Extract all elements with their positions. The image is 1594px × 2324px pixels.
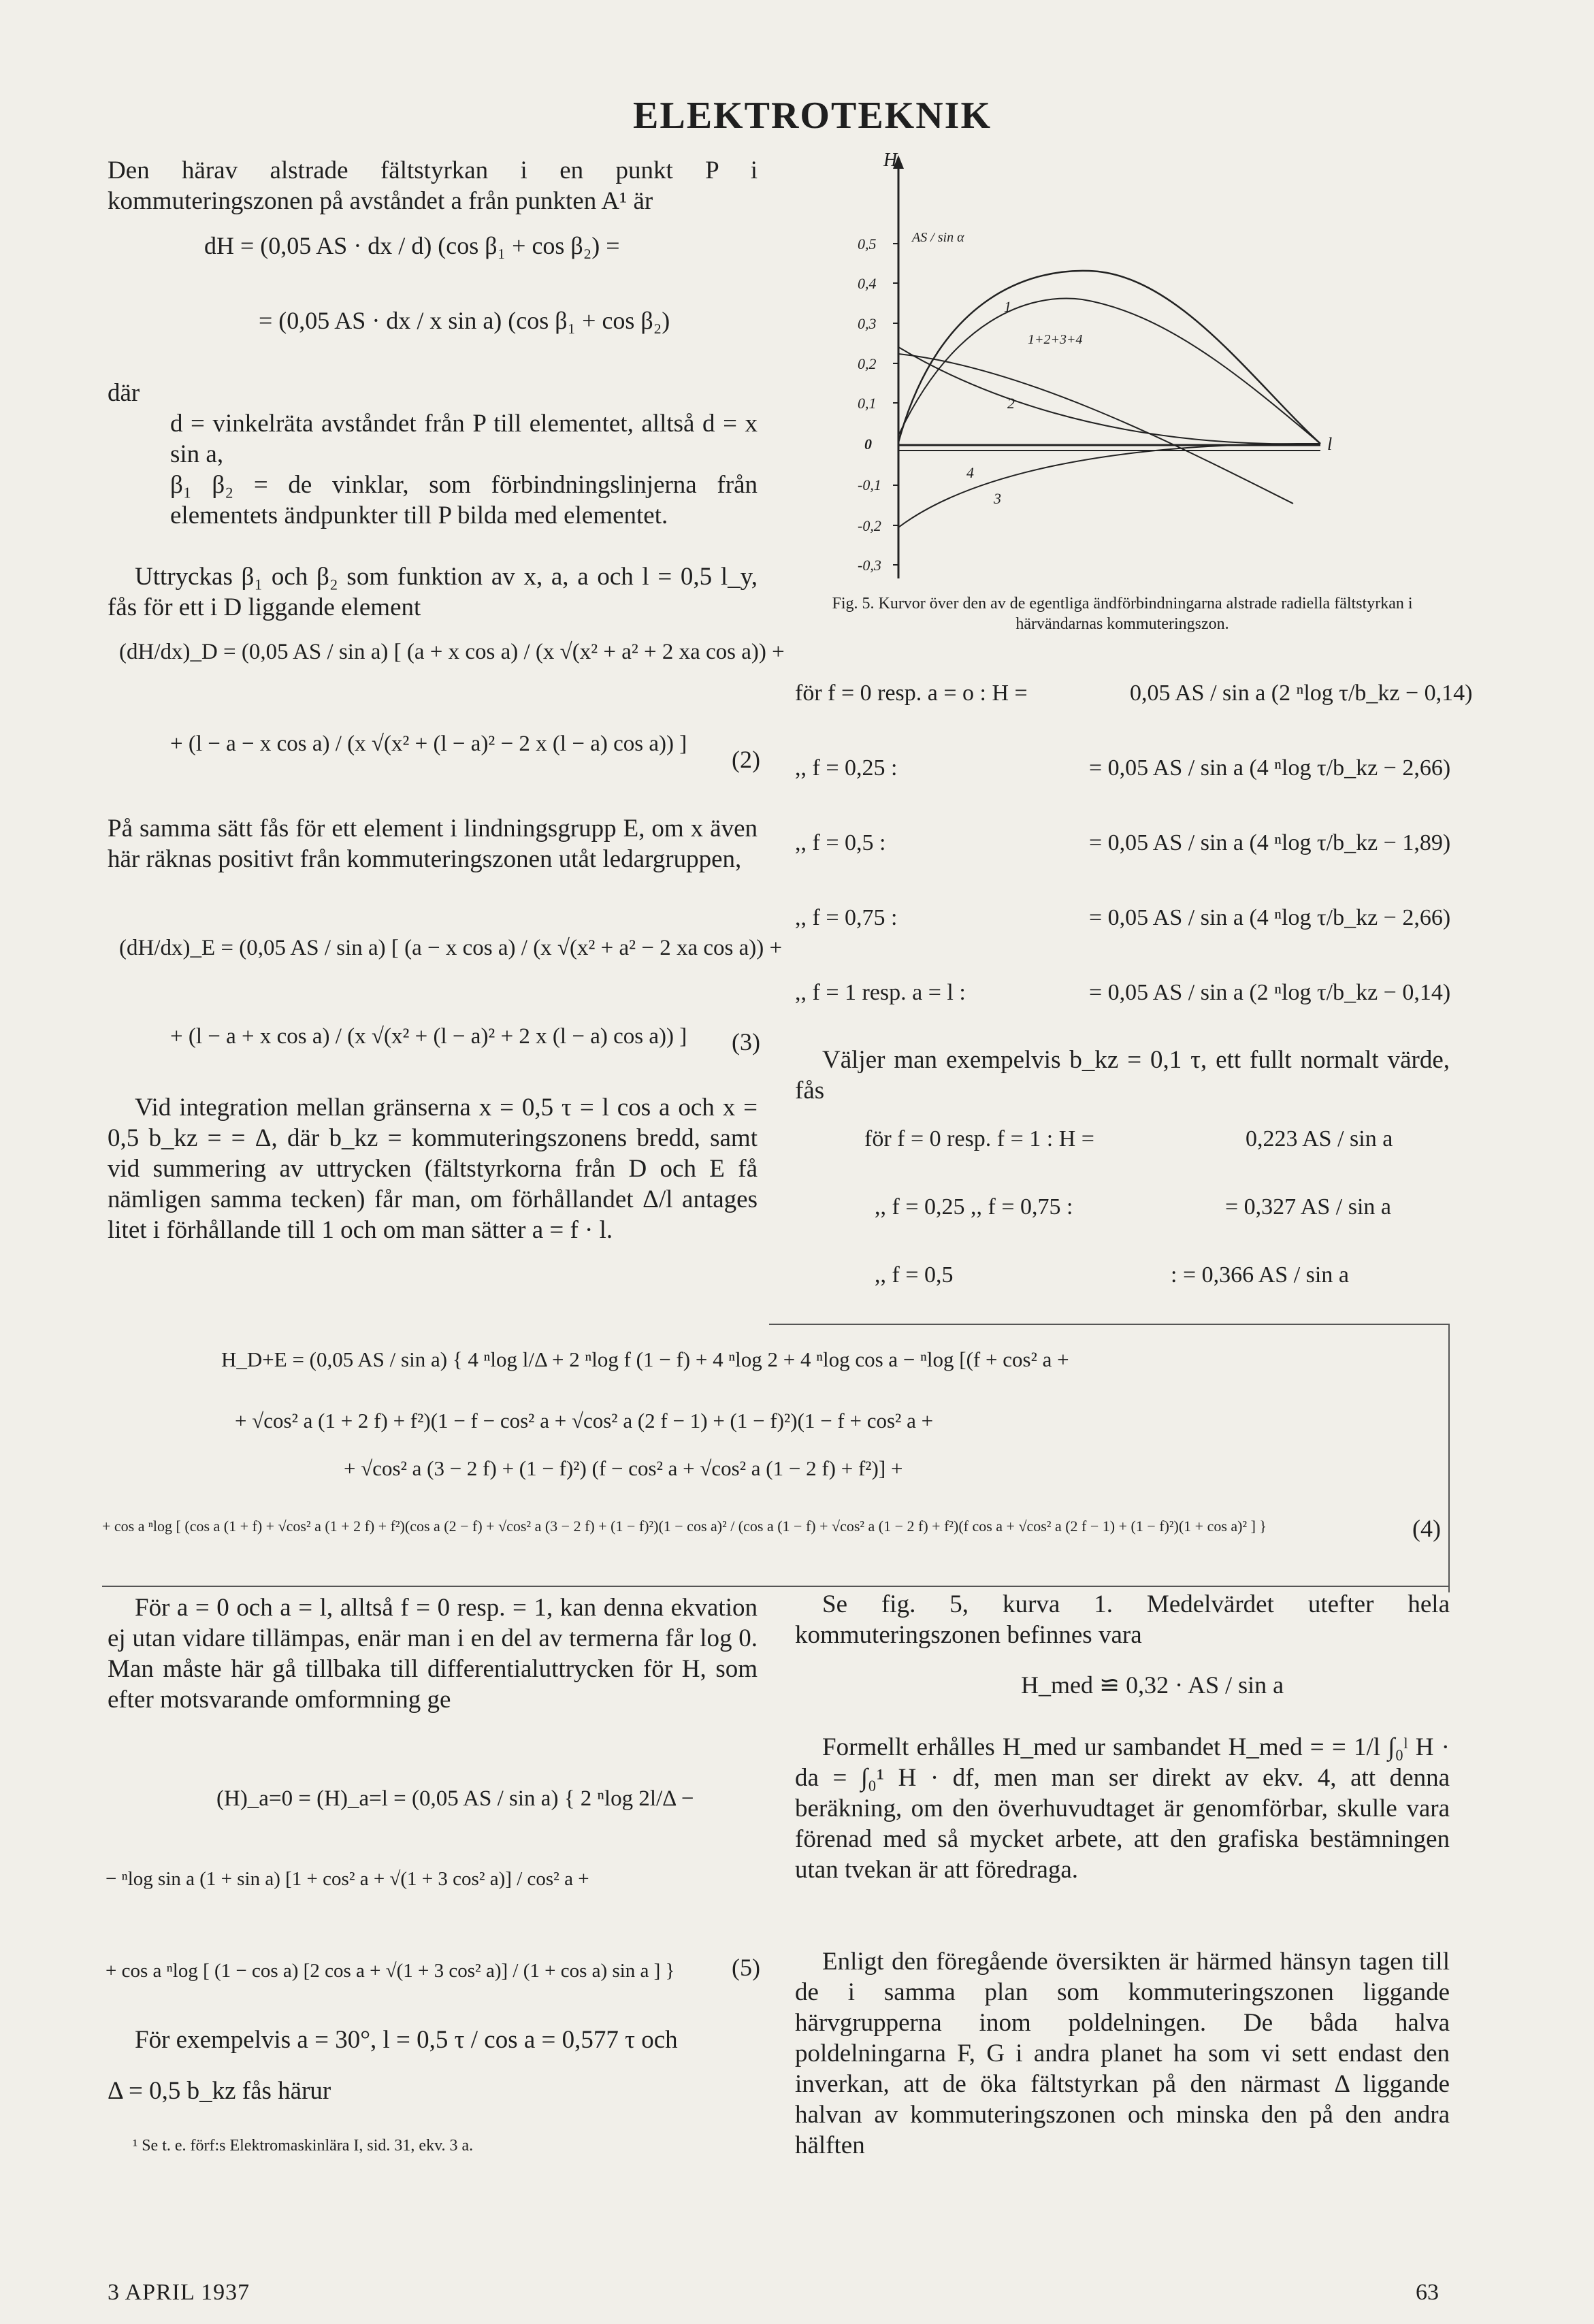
tick-label: -0,1 bbox=[858, 476, 881, 493]
paragraph-special-cases: För a = 0 och a = l, alltså f = 0 resp. = 1, kan denna ekvation ej utan vidare tillämpas, enär man i en del av termerna får log 0. Man måste här gå tillbaka till differentialuttrycken för H, som efter motsvarande omformning ge bbox=[108, 1594, 758, 1714]
curve-label: 1+2+3+4 bbox=[1028, 332, 1083, 347]
paragraph-example: Väljer man exempelvis b_kz = 0,1 τ, ett fullt normalt värde, fås bbox=[795, 1046, 1450, 1104]
paragraph-functions: Uttryckas β₁ och β₂ som funktion av x, a, a och l = 0,5 l_y, fås för ett i D liggande element bbox=[108, 563, 758, 621]
value-result: 0,223 AS / sin a bbox=[1246, 1126, 1393, 1151]
curve-label: l bbox=[1327, 434, 1333, 454]
equation-2a: (dH/dx)_D = (0,05 AS / sin a) [ (a + x cos a) / (x √(x² + a² + 2 xa cos a)) + bbox=[119, 640, 785, 664]
value-result: = 0,327 AS / sin a bbox=[1225, 1194, 1391, 1220]
curve-1-2-3-4 bbox=[898, 271, 1320, 444]
equation-1b: = (0,05 AS · dx / x sin a) (cos β₁ + cos β₂) bbox=[259, 307, 670, 334]
paragraph-integration: Vid integration mellan gränserna x = 0,5 τ = l cos a och x = 0,5 b_kz = = Δ, där b_kz = kommuteringszonens bredd, samt vid summering av uttrycken (fältstyrkorna från D och E få nämligen samma tecken) får man, om förhållandet Δ/l antages litet i förhållande till 1 och om man sätter a = f · l. bbox=[108, 1094, 758, 1244]
equation-1a: dH = (0,05 AS · dx / d) (cos β₁ + cos β₂) = bbox=[204, 232, 620, 259]
curve-label: 1 bbox=[1004, 298, 1011, 315]
y-axis-label: H bbox=[883, 150, 898, 171]
tick-label: 0,4 bbox=[858, 275, 877, 292]
equation-box-bottom-rule bbox=[102, 1586, 1448, 1587]
tick-label: 0 bbox=[864, 436, 872, 453]
equation-5a: (H)_a=0 = (H)_a=l = (0,05 AS / sin a) { 2 ⁿlog 2l/Δ − bbox=[216, 1786, 694, 1811]
f05-expression: = 0,05 AS / sin a (4 ⁿlog τ/b_kz − 1,89) bbox=[1089, 830, 1451, 855]
f0-condition: för f = 0 resp. a = o : H = bbox=[795, 681, 1028, 706]
value-condition: ,, f = 0,25 ,, f = 0,75 : bbox=[875, 1194, 1073, 1220]
tick-label: 0,1 bbox=[858, 395, 877, 412]
f0-expression: 0,05 AS / sin a (2 ⁿlog τ/b_kz − 0,14) bbox=[1130, 681, 1473, 706]
value-result: : = 0,366 AS / sin a bbox=[1171, 1262, 1349, 1288]
tick-label: 0,5 bbox=[858, 235, 877, 252]
figure-caption: Fig. 5. Kurvor över den av de egentliga ändförbindningarna alstrade radiella fältstyrkan i härvändarnas kommuteringszon. bbox=[832, 595, 1413, 633]
equation-3b: + (l − a + x cos a) / (x √(x² + (l − a)² + 2 x (l − a) cos a)) ] bbox=[170, 1024, 687, 1049]
page-number: 63 bbox=[1416, 2280, 1439, 2305]
curve-4 bbox=[898, 354, 1293, 504]
f1-expression: = 0,05 AS / sin a (2 ⁿlog τ/b_kz − 0,14) bbox=[1089, 980, 1451, 1005]
paragraph-intro: Den härav alstrade fältstyrkan i en punkt P i kommuteringszonen på avståndet a från punkten A¹ är bbox=[108, 157, 758, 215]
page-title: ELEKTROTEKNIK bbox=[633, 95, 992, 137]
equation-4-number: (4) bbox=[1412, 1515, 1441, 1542]
equation-4-line1: H_D+E = (0,05 AS / sin a) { 4 ⁿlog l/Δ + 2 ⁿlog f (1 − f) + 4 ⁿlog 2 + 4 ⁿlog cos a − ⁿlog [(f + cos² a + bbox=[221, 1347, 1069, 1371]
curve-label: 4 bbox=[966, 464, 974, 481]
figure-5 bbox=[858, 150, 1375, 585]
equation-4-line2: + √cos² a (1 + 2 f) + f²)(1 − f − cos² a + √cos² a (2 f − 1) + (1 − f)²)(1 − f + cos² a + bbox=[235, 1409, 934, 1433]
equation-5c: + cos a ⁿlog [ (1 − cos a) [2 cos a + √(1 + 3 cos² a)] / (1 + cos a) sin a ] } bbox=[105, 1960, 675, 1982]
equation-mean: H_med ≌ 0,32 · AS / sin a bbox=[1021, 1671, 1284, 1699]
f025-expression: = 0,05 AS / sin a (4 ⁿlog τ/b_kz − 2,66) bbox=[1089, 755, 1451, 781]
f05-condition: ,, f = 0,5 : bbox=[795, 830, 886, 855]
equation-box-top-rule bbox=[769, 1324, 1450, 1325]
paragraph-overview: Enligt den föregående översikten är härmed hänsyn tagen till de i samma plan som kommuteringszonen liggande härvgrupperna inom poldelningen. De båda halva poldelningarna F, G i andra planet ha som vi sett endast den inverkan, att de öka fältstyrkan på den närmast Δ liggande halvan av kommuteringszonen och minska den på den andra hälften bbox=[795, 1948, 1450, 2159]
label-dar: där bbox=[108, 379, 140, 407]
equation-2-number: (2) bbox=[732, 746, 760, 773]
unit-label: AS / sin α bbox=[912, 230, 964, 245]
tick-label: 0,2 bbox=[858, 355, 877, 372]
figure-5-plot bbox=[858, 150, 1375, 585]
footnote: ¹ Se t. e. förf:s Elektromaskinlära I, sid. 31, ekv. 3 a. bbox=[133, 2137, 474, 2155]
definition-beta: β₁ β₂ = de vinklar, som förbindningslinjerna från elementets ändpunkter till P bilda med elementet. bbox=[170, 471, 758, 529]
equation-5-number: (5) bbox=[732, 1954, 760, 1981]
value-condition: för f = 0 resp. f = 1 : H = bbox=[864, 1126, 1094, 1151]
equation-5b: − ⁿlog sin a (1 + sin a) [1 + cos² a + √(1 + 3 cos² a)] / cos² a + bbox=[105, 1868, 589, 1890]
paragraph-delta: Δ = 0,5 b_kz fås härur bbox=[108, 2077, 331, 2105]
paragraph-group-e: På samma sätt fås för ett element i lindningsgrupp E, om x även här räknas positivt från kommuteringszonen utåt ledargruppen, bbox=[108, 815, 758, 873]
curve-label: 2 bbox=[1007, 395, 1015, 412]
curve-1 bbox=[898, 299, 1320, 444]
equation-3-number: (3) bbox=[732, 1028, 760, 1055]
paragraph-example-angle: För exempelvis a = 30°, l = 0,5 τ / cos a = 0,577 τ och bbox=[135, 2026, 678, 2054]
equation-2b: + (l − a − x cos a) / (x √(x² + (l − a)² − 2 x (l − a) cos a)) ] bbox=[170, 732, 687, 756]
tick-label: 0,3 bbox=[858, 315, 877, 332]
footer-date: 3 APRIL 1937 bbox=[108, 2280, 250, 2305]
value-condition: ,, f = 0,5 bbox=[875, 1262, 954, 1288]
definition-d: d = vinkelräta avståndet från P till elementet, alltså d = x sin a, bbox=[170, 410, 758, 468]
paragraph-formal: Formellt erhålles H_med ur sambandet H_med = = 1/l ∫₀ˡ H · da = ∫₀¹ H · df, men man ser direkt av ekv. 4, att denna beräkning, om den överhuvudtaget är genomförbar, skulle vara förenad med så mycket arbete, att den grafiska bestämningen utan tvekan är att föredraga. bbox=[795, 1733, 1450, 1884]
curve-2 bbox=[898, 347, 1320, 444]
equation-4-line4: + cos a ⁿlog [ (cos a (1 + f) + √cos² a (1 + 2 f) + f²)(cos a (2 − f) + √cos² a (3 − 2 f) + (1 − f)²)(1 − cos a)² / (cos a (1 − f) + √cos² a (1 − 2 f) + f²)(f cos a + √cos² a (2 f − 1) + (1 − f)²)(1 + cos a)² ] } bbox=[102, 1518, 1267, 1535]
tick-label: -0,3 bbox=[858, 557, 881, 574]
tick-label: -0,2 bbox=[858, 517, 881, 534]
equation-3a: (dH/dx)_E = (0,05 AS / sin a) [ (a − x cos a) / (x √(x² + a² − 2 xa cos a)) + bbox=[119, 936, 783, 960]
curve-label: 3 bbox=[994, 490, 1001, 507]
f025-condition: ,, f = 0,25 : bbox=[795, 755, 898, 781]
f075-condition: ,, f = 0,75 : bbox=[795, 905, 898, 930]
equation-4-line3: + √cos² a (3 − 2 f) + (1 − f)²) (f − cos² a + √cos² a (1 − 2 f) + f²)] + bbox=[344, 1456, 903, 1480]
equation-box-side-rule bbox=[1448, 1324, 1450, 1592]
f1-condition: ,, f = 1 resp. a = l : bbox=[795, 980, 966, 1005]
f075-expression: = 0,05 AS / sin a (4 ⁿlog τ/b_kz − 2,66) bbox=[1089, 905, 1451, 930]
paragraph-mean-value: Se fig. 5, kurva 1. Medelvärdet utefter hela kommuteringszonen befinnes vara bbox=[795, 1590, 1450, 1649]
